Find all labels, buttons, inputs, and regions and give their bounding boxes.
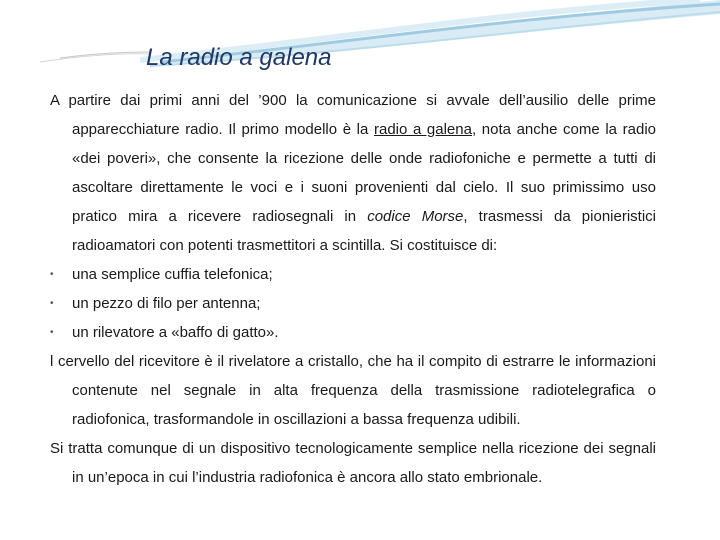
intro-text-end: , trasmessi da pionieristici radioamatori con potenti trasmettitori a scintilla. Si costituisce di: (72, 208, 656, 254)
bullet-icon: • (50, 269, 54, 280)
conclusion-paragraph: Si tratta comunque di un dispositivo tecnologicamente semplice nella ricezione dei segnali in un’epoca in cui l’industria radiofonica è ancora allo stato embrionale. (50, 440, 656, 486)
list-item (50, 318, 656, 347)
radio-galena-link[interactable]: radio a galena (373, 121, 472, 138)
list-item-text: una semplice cuffia telefonica; (72, 266, 273, 283)
codice-morse-text: codice Morse (367, 208, 464, 225)
slide-body (50, 86, 656, 492)
page-title: La radio a galena (146, 44, 332, 71)
intro-paragraph (50, 86, 656, 260)
list-item (50, 289, 656, 318)
detector-paragraph: l cervello del ricevitore è il rivelatore a cristallo, che ha il compito di estrarre le informazioni contenute nel segnale in alta frequenza della trasmissione radiotelegrafica o radiofonica, trasformandole in oscillazioni a bassa frequenza udibili. (50, 353, 656, 428)
bullet-icon: • (50, 298, 54, 309)
intro-text-middle: , nota anche come la radio «dei poveri», che consente la ricezione delle onde radiofoniche e permette a tutti di ascoltare direttamente le voci e i suoni provenienti dal cielo. Il suo primissimo uso pratico mira a ricevere radiosegnali in (72, 121, 657, 225)
components-list (50, 260, 656, 347)
list-item-text: un rilevatore a «baffo di gatto». (72, 324, 279, 341)
list-item-text: un pezzo di filo per antenna; (72, 295, 261, 312)
intro-text-start: A partire dai primi anni del ’900 la comunicazione si avvale dell’ausilio delle prime apparecchiature radio. Il primo modello è la (50, 92, 656, 138)
bullet-icon: • (50, 327, 54, 338)
list-item (50, 260, 656, 289)
